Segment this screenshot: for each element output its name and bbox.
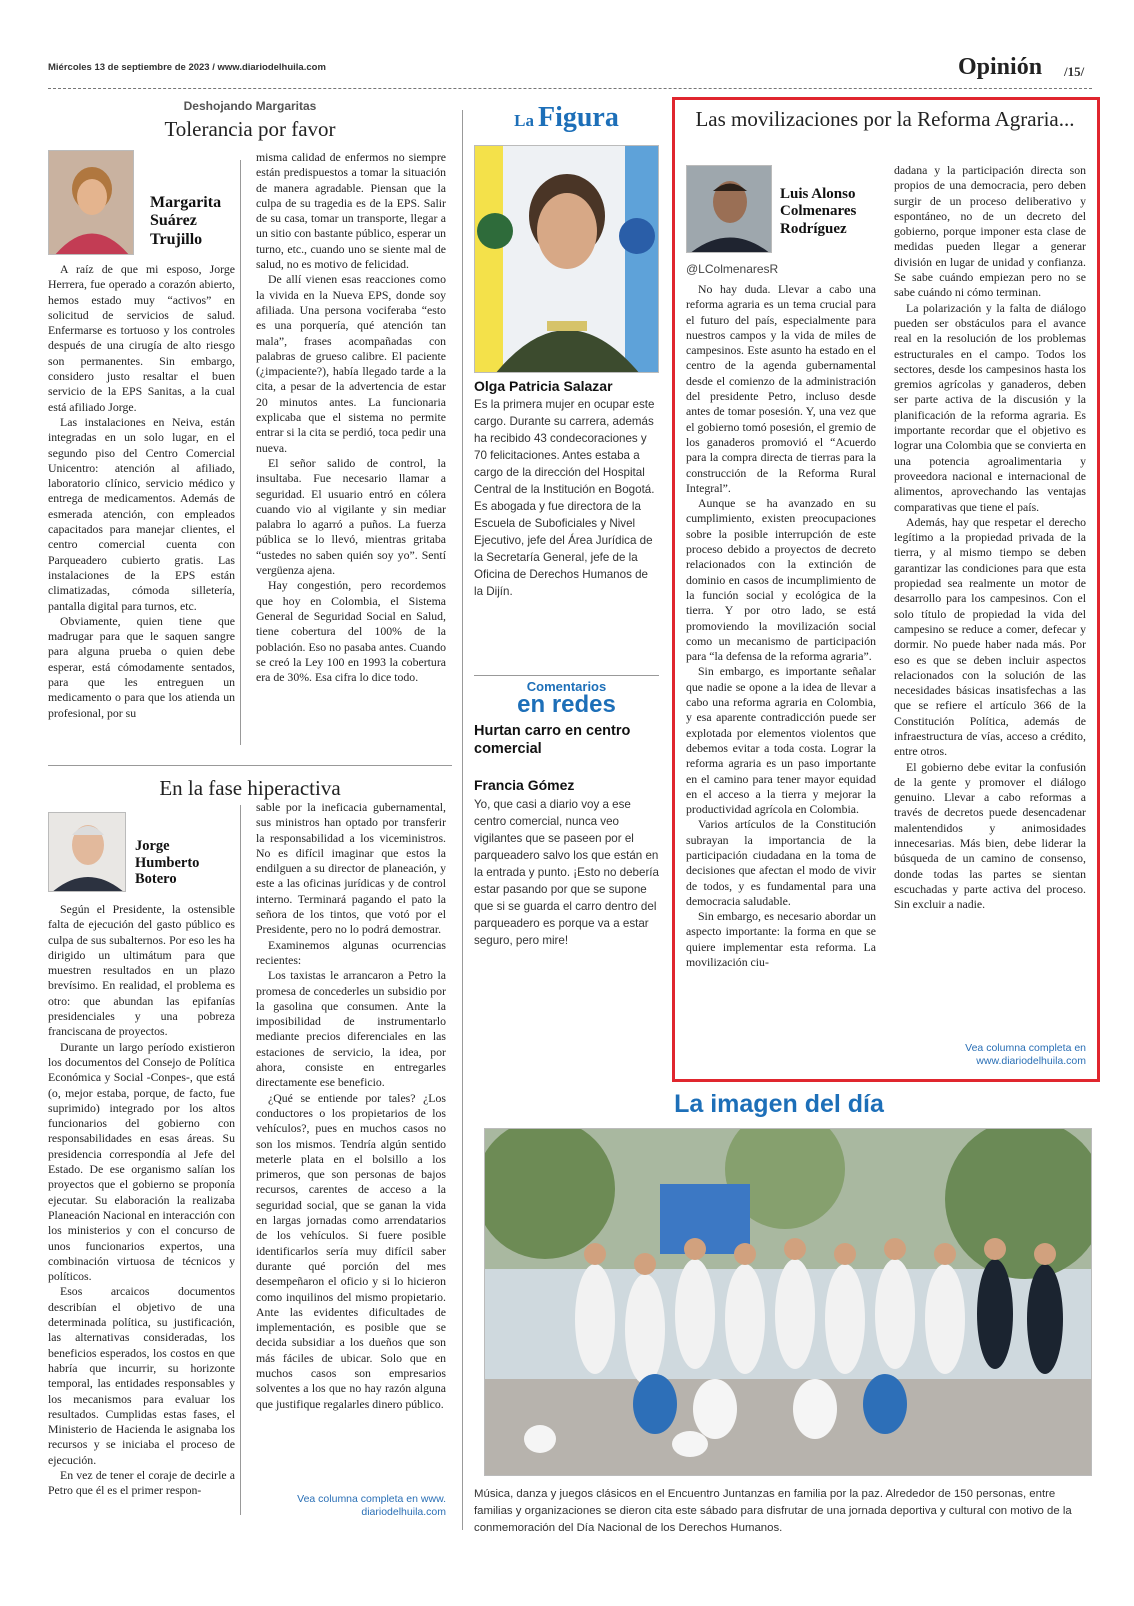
author-name: Luis Alonso Colmenares Rodríguez [780, 186, 857, 237]
figura-name: Olga Patricia Salazar [474, 378, 613, 394]
paragraph: Los taxistas le arrancaron a Petro la promesa de concederles un subsidio por la gasolina que consumen. Ante la imposibilidad de instrumentarlo mediante precios diferenciales en las estaciones de servicio, la idea, por ahora, consiste en entregarles directamente ese beneficio. [256, 968, 446, 1090]
paragraph: Varios artículos de la Constitución subrayan la importancia de la participación ciudadana en la toma de decisiones que afectan el modo de vivir de todos, y es fundamental para una democracia saludable. [686, 817, 876, 908]
full-column-link[interactable]: Vea columna completa en www. diariodelhuila.com [297, 1493, 446, 1518]
paragraph: ¿Qué se entiende por tales? ¿Los conductores o los propietarios de los vehículos?, pues en muchos casos no son los mismos. Tendría algún sentido meterle plata en el bolsillo a los primeros, que son personas de bajos recursos, carentes de acceso a la seguridad social, que se ganan la vida en largas jornadas como arrendatarios de los vehículos. Si fuere posible identificarlos sería muy difícil saber durante qué porción del mes desempeñaron el oficio y si lo hicieron como inquilinos del mismo propietario. Ante las evidentes dificultades de implementación, es posible que se decida subsidiar a los dueños que son más fáciles de ubicar. Solo que en muchos casos son empresarios solventes a los que no hay razón alguna que justifique regalarles dinero público. [256, 1090, 446, 1411]
column-divider [240, 805, 241, 1515]
paragraph: En vez de tener el coraje de decirle a Petro que él es el primer respon- [48, 1467, 235, 1498]
article-column-2 [894, 163, 1086, 1033]
figura-photo [474, 145, 659, 373]
header-rule [48, 88, 1092, 89]
article-divider [474, 675, 659, 676]
redes-headline: Hurtan carro en centro comercial [474, 723, 631, 757]
full-column-link[interactable]: Vea columna completa en www.diariodelhuila.com [965, 1042, 1086, 1067]
imagen-photo [484, 1128, 1092, 1476]
redes-text: Yo, que casi a diario voy a ese centro comercial, nunca veo vigilantes que se paseen por el parqueadero salvo los que están en la entrada y punto. ¡Esto no debería estar pasando por que se supone que si se guarda el carro dentro del parqueadero es porque va a estar seguro, pero mire! [474, 798, 659, 947]
figura-text: Es la primera mujer en ocupar este cargo. Durante su carrera, además ha recibido 43 condecoraciones y 70 felicitaciones. Antes estaba a cargo de la dirección del Hospital Central de la Institución en Bogotá. Es abogada y fue directora de la Escuela de Suboficiales y Nivel Ejecutivo, jefe del Área Jurídica de la Secretaría General, jefe de la Oficina de Derechos Humanos de la Dijín. [474, 398, 655, 598]
article-divider [48, 765, 452, 766]
author-photo [48, 812, 126, 892]
imagen-caption: Música, danza y juegos clásicos en el Encuentro Juntanzas en familia por la paz. Alrededor de 150 personas, entre familias y organizaciones se dieron cita este sábado para disfrutar de una jornada deportiva y cultural con motivo de la conmemoración del Día Nacional de los Derechos Humanos. [474, 1488, 1072, 1534]
figura-title: Figura [537, 102, 619, 133]
author-handle[interactable]: @LColmenaresR [686, 262, 779, 276]
imagen-title: La imagen del día [674, 1090, 884, 1118]
paragraph: Esos arcaicos documentos describían el objetivo de una determinada política, su justificación, las alternativas consideradas, los beneficios esperados, los costos en que habría que incurrir, su horizonte temporal, las entidades responsables y los mecanismos para evaluar los resultados. Cumplidas estas fases, el Ministerio de Hacienda le asignaba los recursos y se iniciaba el proceso de ejecución. [48, 1284, 235, 1467]
paragraph: Aunque se ha avanzado en su cumplimiento, existen preocupaciones sobre la posible interrupción de este proceso debido a proyectos de decreto relacionados con la extinción de dominio en casos de incumplimiento de la función social y ecológica de la tierra. Y por otro lado, se está promoviendo la movilización social como un mecanismo de participación para “la defensa de la reforma agraria”. [686, 496, 876, 664]
article-title: En la fase hiperactiva [159, 776, 341, 800]
figura-heading [474, 104, 659, 132]
paragraph: Obviamente, quien tiene que madrugar para que le saquen sangre para alguna prueba o quien debe esperar, está cómodamente sentados, para que les entreguen un medicamento o para que los atienda un profesional, por su [48, 613, 235, 720]
paragraph: Sin embargo, es necesario abordar un aspecto importante: la forma en que se quiere implementar esta reforma. La movilización ciu- [686, 909, 876, 970]
paragraph: dadana y la participación directa son propios de una democracia, pero deben surgir de un proceso deliberativo y espontáneo, no de un decreto del gobierno, porque imponer esta clase de medidas pueden llegar a generar división en lugar de unidad y confianza. Se sabe cuándo empiezan pero no se sabe cuándo ni cómo terminan. [894, 163, 1086, 300]
paragraph: Durante un largo período existieron los documentos del Consejo de Política Económica y Social -Conpes-, que está (o, mejor estaba, porque, de facto, fue suprimido) integrado por los altos funcionarios del gobierno con responsabilidades en esas áreas. Su presidencia correspondía al Jefe del Estado. De ese organismo salían los proyectos que el gobierno se proponía ejecutar. Su elaboración la realizaba Planeación Nacional en interacción con los ministerios y con el concurso de unos funcionarios expertos, una combinación virtuosa de técnicos y políticos. [48, 1039, 235, 1284]
column-kicker: Deshojando Margaritas [183, 99, 317, 113]
column-divider [240, 160, 241, 745]
author-name: Jorge Humberto Botero [135, 838, 200, 888]
author-name: Margarita Suárez Trujillo [150, 194, 222, 248]
header-date-site: Miércoles 13 de septiembre de 2023 / www.diariodelhuila.com [48, 62, 326, 73]
redes-heading [474, 680, 659, 717]
article-title: Las movilizaciones por la Reforma Agraria... [695, 107, 1075, 131]
paragraph: La polarización y la falta de diálogo pueden ser obstáculos para el avance real en la resolución de los problemas estructurales en el campo. Todos los sectores, desde los campesinos hasta los gremios agrícolas y ganaderos, deben ser parte activa de la discusión y la planificación de la reforma agraria. Es importante recordar que el objetivo es lograr una Colombia que se convierta en una potencia agroalimentaria y proveedora nacional e internacional de alimentos, aprovechando las ventajas comparativas que tiene el país. [894, 300, 1086, 514]
paragraph: Sin embargo, es importante señalar que nadie se opone a la idea de llevar a cabo una reforma agraria en Colombia, y esa aparente contradicción puede ser explotada por elementos violentos que debemos evitar a toda costa. Lograr la reforma agraria es un paso importante en el camino para tener mayor equidad en el acceso a la tierra y mejorar la productividad agrícola en Colombia. [686, 664, 876, 817]
paragraph: A raíz de que mi esposo, Jorge Herrera, fue operado a corazón abierto, hemos estado muy “activos” en solicitud de servicios de salud. Enfermarse es tortuoso y los controles después de una cirugía de alto riesgo son permanentes. Sin embargo, considero justo resaltar el buen servicio de la EPS Sanitas, a la cual está afiliado Jorge. [48, 262, 235, 414]
section-title: Opinión [958, 54, 1043, 80]
paragraph: sable por la ineficacia gubernamental, sus ministros han optado por transferir la responsabilidad a los viceministros. No es difícil imaginar que estos la endilguen a su director de planeación, y este a las oficinas jurídicas y de control interno. Terminará pagando el pato la señora de los tintos, que votó por el Presidente, pero no lo podrá demostrar. [256, 800, 446, 937]
paragraph: Examinemos algunas ocurrencias recientes: [256, 937, 446, 967]
author-photo [48, 150, 134, 255]
column-divider [462, 110, 463, 1530]
paragraph: Según el Presidente, la ostensible falta de ejecución del gasto público es culpa de sus subalternos. Por eso les ha dirigido un ultimátum para que muestren resultados en un plazo brevísimo. En realidad, el problema es otro: que abundan las epifanías presidenciales y una pobreza franciscana de proyectos. [48, 902, 235, 1039]
page-number: /15/ [1064, 64, 1085, 79]
author-photo [686, 165, 772, 253]
article-column-2 [256, 800, 446, 1490]
article-column-1 [686, 282, 876, 1072]
article-column-1 [48, 262, 235, 752]
article-title: Tolerancia por favor [164, 117, 336, 141]
paragraph: De allí vienen esas reacciones como la vivida en la Nueva EPS, donde soy afiliada. Una persona vociferaba “esto es una porquería, qué atención tan mala”, frases acompañadas con palabras de grueso calibre. El paciente (¿impaciente?), había llegado tarde a la cita, a pesar de la advertencia de estar 20 minutos antes. La funcionaria explicaba que el sistema no permite entrar si la cita se perdió, toca pedir una nueva. [256, 272, 446, 455]
article-column-1 [48, 902, 235, 1517]
redes-title: en redes [517, 691, 616, 718]
paragraph: Las instalaciones en Neiva, están integradas en un solo lugar, en el segundo piso del Centro Comercial Unicentro: atención al afiliado, laboratorio clínico, servicio médico y entrega de medicamentos. Además de esmerada atención, con empleados capacitados para manejar clientes, el centro comercial cuenta con Parqueadero cubierto gratis. Las instalaciones de la EPS están climatizadas, cómoda silletería, pantalla digital para turnos, etc. [48, 414, 235, 613]
paragraph: El gobierno debe evitar la confusión de la gente y promover el diálogo genuino. Llevar a cabo reformas a través de decretos puede desencadenar malentendidos y animosidades innecesarias. Más bien, debe liderar la búsqueda de un camino de consenso, donde todas las partes se sientan escuchadas y parte activa del proceso. Sin excluir a nadie. [894, 759, 1086, 912]
paragraph: Además, hay que respetar el derecho legítimo a la propiedad privada de la tierra, y al mismo tiempo se deben garantizar las condiciones para que esta propiedad sea realmente un motor de desarrollo para los campesinos. Con el solo título de propiedad la vida del campesino se reduce a comer, defecar y dormir. No puede haber nada más. Por eso es que se deben incluir aspectos relacionados con la solución de las necesidades básicas insatisfechas a las que se refiere el artículo 366 de la Constitución Política, además de infraestructura de vías, acceso a crédito, entre otros. [894, 514, 1086, 759]
redes-kicker: Comentarios [526, 679, 607, 694]
paragraph: El señor salido de control, la insultaba. Fue necesario llamar a seguridad. El usuario entró en cólera cuando vio al vigilante y sin mediar palabra lo agarró a puños. La fuerza pública se lo llevó, mientras gritaba “ustedes no saben quién soy yo”. Sentí vergüenza ajena. [256, 455, 446, 578]
paragraph: Hay congestión, pero recordemos que hoy en Colombia, el Sistema General de Seguridad Social en Salud, tiene cobertura del 100% de la población. Eso no pasaba antes. Cuando se creó la Ley 100 en 1993 la cobertura era de 30%. Esa cifra lo dice todo. [256, 578, 446, 685]
figura-kicker: La [514, 111, 534, 130]
article-column-2 [256, 150, 446, 750]
paragraph: misma calidad de enfermos no siempre están predispuestos a tomar la situación de manera agradable. Piensan que la culpa de su tragedia es de la EPS. Salir de su casa, tomar un transporte, llegar a un sitio con bastante público, esperar un turno, etc., cuando uno se siente mal de salud, no es motivo de felicidad. [256, 150, 446, 272]
redes-author: Francia Gómez [474, 777, 575, 793]
paragraph: No hay duda. Llevar a cabo una reforma agraria es un tema crucial para el futuro del país, especialmente para nuestros campos y la vida de miles de campesinos. Este asunto ha estado en el centro de la agenda gubernamental desde el comienzo de la administración del presidente Petro, incluso desde antes de tomar posesión. Y, una vez que el gobierno tomó posesión, el gremio de los ganaderos promovió el “Acuerdo para la compra directa de tierras para la construcción de la Reforma Rural Integral”. [686, 282, 876, 495]
